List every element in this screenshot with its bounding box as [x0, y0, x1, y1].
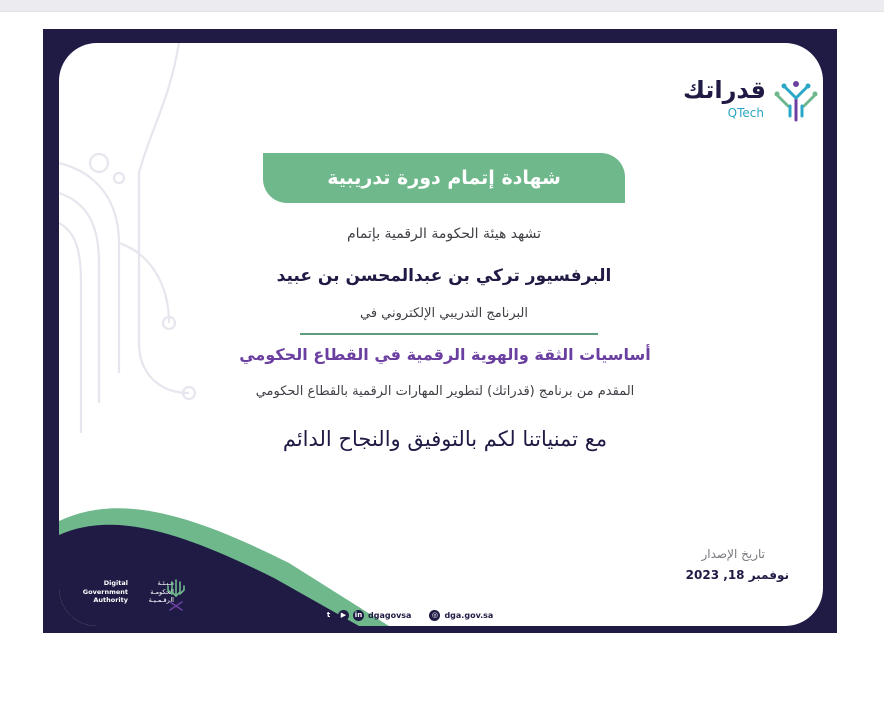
brand-name-latin: QTech [727, 106, 764, 120]
footer-contact [323, 608, 493, 622]
divider [300, 333, 598, 335]
program-label: البرنامج التدريبي الإلكتروني في [359, 306, 529, 321]
website-link[interactable]: dga.gov.sa [444, 610, 494, 620]
linkedin-icon[interactable]: in [354, 611, 363, 619]
dga-logo [70, 576, 190, 616]
globe-icon: ◎ [429, 610, 440, 621]
offered-by-text: المقدم من برنامج (قدراتك) لتطوير المهارات الرقمية بالقطاع الحكومي [255, 384, 635, 399]
recipient-name: البرفسيور تركي بن عبدالمحسن بن عبيد [276, 266, 612, 286]
closing-wish: مع تمنياتنا لكم بالتوفيق والنجاح الدائم [282, 427, 608, 451]
testify-text: تشهد هيئة الحكومة الرقمية بإتمام [347, 226, 541, 242]
course-name: أساسيات الثقة والهوية الرقمية في القطاع الحكومي [239, 345, 651, 364]
qtech-logo [680, 76, 820, 124]
twitter-icon[interactable]: t [323, 610, 334, 621]
certificate-title: شهادة إتمام دورة تدريبية [263, 153, 625, 203]
issue-date: نوفمبر 18, 2023 [685, 568, 789, 582]
social-handle[interactable]: dgagovsa [368, 610, 412, 620]
dga-name-arabic: هـيـئـة الحكومـة الرقـمـيـة [148, 579, 174, 604]
brand-name-arabic: قدراتك [683, 76, 766, 104]
issue-date-label: تاريخ الإصدار [701, 547, 765, 561]
qtech-mark-icon [772, 76, 820, 124]
dga-emblem-icon [162, 576, 190, 612]
youtube-icon[interactable]: ▶ [338, 610, 349, 621]
dga-name-english: Digital Government Authority [82, 579, 128, 604]
browser-toolbar [0, 0, 884, 12]
